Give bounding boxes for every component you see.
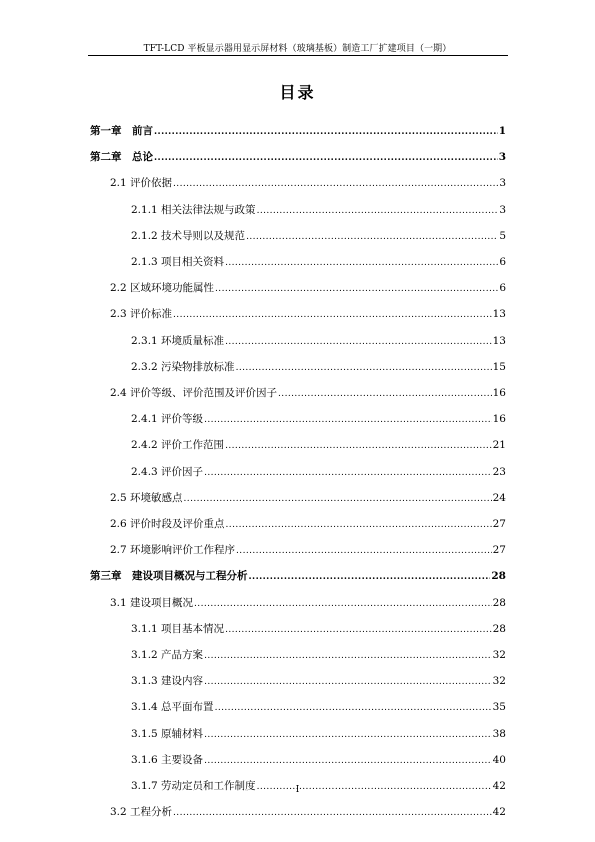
toc-subsection-entry[interactable] [131,647,506,663]
toc-leader-dots [215,700,492,716]
toc-entry-page: 15 [492,360,506,373]
toc-entry-page: 38 [492,727,506,740]
toc-entry-page: 3 [499,203,506,216]
toc-leader-dots [204,727,492,743]
toc-subsection-entry[interactable] [131,202,506,218]
toc-entry-page: 28 [491,570,506,583]
toc-entry-label: 3.1.5 原辅材料 [131,727,204,740]
toc-leader-dots [204,674,492,690]
toc-entry-label: 2.1.2 技术导则以及规范 [131,229,246,242]
header-divider [88,55,508,56]
toc-entry-label: 3.1.3 建设内容 [131,675,204,688]
toc-entry-label: 2.3 评价标准 [110,308,173,321]
toc-entry-label: 2.3.1 环境质量标准 [131,334,225,347]
toc-subsection-entry[interactable] [131,254,506,270]
toc-section-entry[interactable] [110,306,506,322]
toc-entry-label: 3.1.1 项目基本情况 [131,622,225,635]
toc-leader-dots [204,648,492,664]
toc-subsection-entry[interactable] [131,752,506,768]
toc-leader-dots [249,569,491,585]
toc-leader-dots [225,334,492,350]
toc-entry-page: 3 [498,151,506,164]
toc-entry-label: 3.1.6 主要设备 [131,753,204,766]
toc-entry-page: 32 [492,649,506,661]
toc-leader-dots [173,805,492,821]
toc-entry-page: 6 [499,282,506,295]
toc-entry-page: 27 [492,544,506,557]
toc-entry-page: 28 [492,622,506,635]
toc-leader-dots [204,465,492,481]
toc-leader-dots [173,176,498,192]
toc-entry-label: 2.1.1 相关法律法规与政策 [131,203,256,216]
toc-entry-page: 1 [498,125,506,137]
toc-entry-page: 35 [492,701,506,714]
toc-subsection-entry[interactable] [131,726,506,742]
toc-leader-dots [236,543,492,559]
toc-subsection-entry[interactable] [131,437,506,453]
page-title: 目录 [279,83,316,102]
toc-entry-page: 5 [499,229,506,242]
toc-entry-page: 28 [492,596,506,609]
toc-chapter-entry[interactable] [90,123,506,139]
toc-entry-label: 2.3.2 污染物排放标准 [131,360,235,373]
toc-subsection-entry[interactable] [131,673,506,689]
toc-entry-page: 13 [492,308,506,321]
toc-entry-label: 2.4.3 评价因子 [131,465,204,478]
toc-entry-label: 第三章 建设项目概况与工程分析 [90,570,248,583]
toc-entry-page: 32 [492,675,506,688]
toc-leader-dots [215,281,498,297]
toc-leader-dots [173,307,492,323]
toc-chapter-entry[interactable] [90,149,506,165]
toc-leader-dots [154,124,498,140]
toc-subsection-entry[interactable] [131,359,506,375]
toc-entry-label: 3.1 建设项目概况 [110,596,194,609]
toc-entry-page: 16 [492,387,506,399]
toc-section-entry[interactable] [110,804,506,820]
toc-entry-page: 24 [492,491,506,504]
toc-entry-page: 23 [492,465,506,478]
toc-leader-dots [225,622,492,638]
toc-entry-label: 2.1 评价依据 [110,177,173,190]
toc-leader-dots [204,412,492,428]
toc-entry-page: 42 [492,780,506,792]
toc-entry-label: 3.1.4 总平面布置 [131,701,214,714]
toc-entry-label: 3.2 工程分析 [110,806,173,819]
toc-leader-dots [154,150,498,166]
toc-entry-page: 21 [492,439,506,452]
toc-subsection-entry[interactable] [131,333,506,349]
toc-entry-label: 2.2 区域环境功能属性 [110,282,215,295]
toc-section-entry[interactable] [110,280,506,296]
toc-entry-page: 42 [492,806,506,819]
toc-entry-label: 2.1.3 项目相关资料 [131,256,225,268]
toc-leader-dots [194,596,492,612]
toc-entry-label: 3.1.7 劳动定员和工作制度 [131,780,256,792]
toc-entry-label: 3.1.2 产品方案 [131,649,204,661]
toc-entry-page: 13 [492,334,506,347]
toc-section-entry[interactable] [110,385,506,401]
toc-entry-page: 40 [492,753,506,766]
toc-leader-dots [225,438,492,454]
toc-entry-label: 第一章 前言 [90,125,153,137]
toc-section-entry[interactable] [110,175,506,191]
toc-leader-dots [246,229,498,245]
toc-leader-dots [257,203,499,219]
toc-section-entry[interactable] [110,542,506,558]
toc-entry-label: 2.4.2 评价工作范围 [131,439,225,452]
toc-entry-label: 2.4 评价等级、评价范围及评价因子 [110,387,278,399]
toc-entry-page: 6 [499,256,506,268]
toc-entry-label: 2.5 环境敏感点 [110,491,183,504]
toc-subsection-entry[interactable] [131,411,506,427]
toc-leader-dots [226,517,492,533]
toc-leader-dots [225,255,498,271]
toc-subsection-entry[interactable] [131,621,506,637]
toc-section-entry[interactable] [110,516,506,532]
toc-entry-label: 2.7 环境影响评价工作程序 [110,544,236,557]
toc-chapter-entry[interactable] [90,568,506,584]
toc-entry-page: 16 [492,413,506,426]
toc-subsection-entry[interactable] [131,699,506,715]
toc-entry-page: 27 [492,518,506,530]
toc-entry-page: 3 [499,177,506,190]
toc-leader-dots [236,360,492,376]
toc-section-entry[interactable] [110,490,506,506]
toc-leader-dots [184,491,492,507]
toc-section-entry[interactable] [110,595,506,611]
toc-subsection-entry[interactable] [131,464,506,480]
toc-leader-dots [278,386,492,402]
page-number: I [295,785,300,795]
toc-entry-label: 2.6 评价时段及评价重点 [110,518,225,530]
toc-leader-dots [204,753,492,769]
toc-subsection-entry[interactable] [131,228,506,244]
toc-entry-label: 2.4.1 评价等级 [131,413,204,426]
toc-entry-label: 第二章 总论 [90,151,153,164]
running-header: TFT-LCD 平板显示器用显示屏材料（玻璃基板）制造工厂扩建项目（一期） [143,44,452,54]
